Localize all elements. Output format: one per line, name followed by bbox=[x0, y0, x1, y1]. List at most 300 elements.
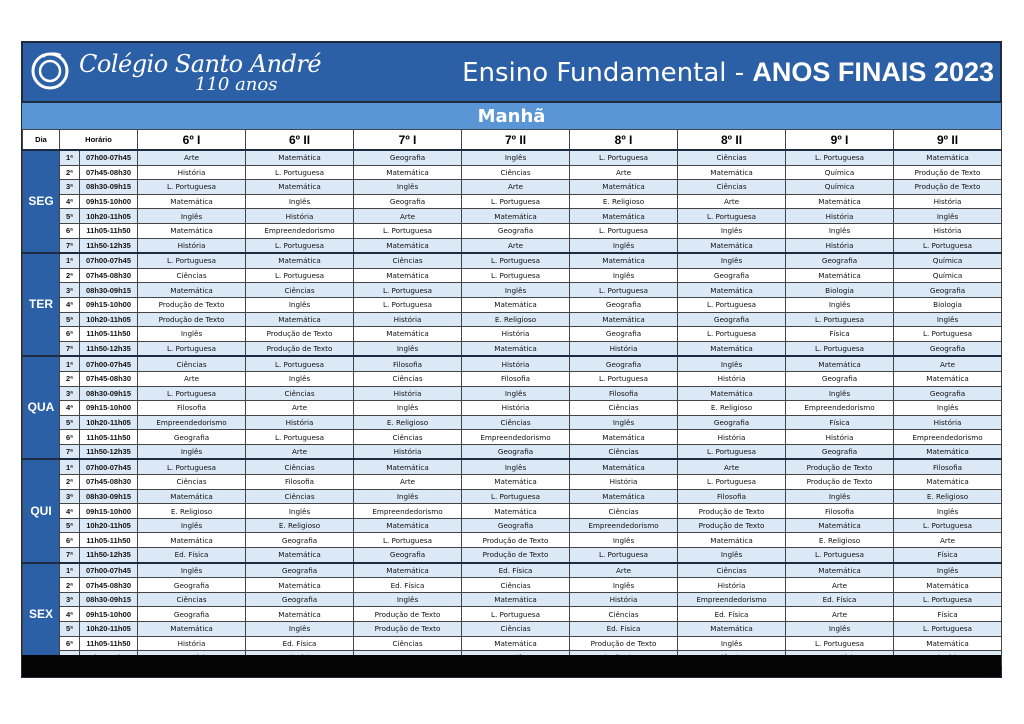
subject-cell: Geografia bbox=[138, 430, 246, 445]
subject-cell: Matemática bbox=[138, 622, 246, 637]
subject-cell: Inglês bbox=[246, 297, 354, 312]
subject-cell: História bbox=[462, 401, 570, 416]
subject-cell: L. Portuguesa bbox=[570, 150, 678, 165]
subject-cell: L. Portuguesa bbox=[570, 548, 678, 563]
table-row bbox=[23, 622, 1002, 637]
subject-cell: L. Portuguesa bbox=[354, 283, 462, 298]
subject-cell: Matemática bbox=[138, 194, 246, 209]
day-label: TER bbox=[23, 253, 60, 356]
subject-cell: Física bbox=[894, 548, 1002, 563]
subject-cell: Filosofia bbox=[138, 401, 246, 416]
subject-cell: Arte bbox=[138, 371, 246, 386]
subject-cell: Matemática bbox=[246, 578, 354, 593]
subject-cell: L. Portuguesa bbox=[894, 238, 1002, 253]
subject-cell: Geografia bbox=[354, 150, 462, 165]
subject-cell: Matemática bbox=[678, 283, 786, 298]
subject-cell: Ciências bbox=[570, 504, 678, 519]
subject-cell: Arte bbox=[462, 238, 570, 253]
subject-cell: História bbox=[462, 356, 570, 371]
period-time: 07h45-08h30 bbox=[80, 475, 138, 490]
subject-cell: Ciências bbox=[246, 459, 354, 474]
period-time: 08h30-09h15 bbox=[80, 283, 138, 298]
subject-cell: Matemática bbox=[246, 253, 354, 268]
subject-cell: Ed. Física bbox=[354, 578, 462, 593]
day-label: QUA bbox=[23, 356, 60, 459]
period-time: 11h05-11h50 bbox=[80, 533, 138, 548]
period-time: 09h15-10h00 bbox=[80, 504, 138, 519]
subject-cell: Empreendedorismo bbox=[354, 504, 462, 519]
subject-cell: Empreendedorismo bbox=[462, 430, 570, 445]
table-row bbox=[23, 518, 1002, 533]
subject-cell: Geografia bbox=[786, 371, 894, 386]
subject-cell: Geografia bbox=[786, 444, 894, 459]
period-time: 07h45-08h30 bbox=[80, 165, 138, 180]
subject-cell: Matemática bbox=[894, 150, 1002, 165]
column-header-class: 6º I bbox=[138, 130, 246, 151]
subject-cell: Matemática bbox=[462, 592, 570, 607]
subject-cell: Ciências bbox=[570, 444, 678, 459]
period-number: 7ª bbox=[60, 548, 80, 563]
period-time: 07h00-07h45 bbox=[80, 356, 138, 371]
timetable-body bbox=[23, 150, 1002, 665]
subject-cell: Química bbox=[786, 165, 894, 180]
subject-cell: Geografia bbox=[678, 415, 786, 430]
subject-cell: E. Religioso bbox=[462, 312, 570, 327]
subject-cell: Matemática bbox=[246, 312, 354, 327]
table-row bbox=[23, 327, 1002, 342]
table-row bbox=[23, 563, 1002, 578]
subject-cell: Ciências bbox=[354, 371, 462, 386]
subject-cell: Matemática bbox=[678, 341, 786, 356]
subject-cell: História bbox=[246, 415, 354, 430]
subject-cell: L. Portuguesa bbox=[462, 253, 570, 268]
subject-cell: L. Portuguesa bbox=[678, 444, 786, 459]
subject-cell: Ciências bbox=[138, 268, 246, 283]
subject-cell: Geografia bbox=[246, 563, 354, 578]
subject-cell: Geografia bbox=[246, 592, 354, 607]
table-row bbox=[23, 415, 1002, 430]
page-title bbox=[462, 57, 994, 88]
subject-cell: Inglês bbox=[246, 194, 354, 209]
subject-cell: Matemática bbox=[246, 548, 354, 563]
table-row bbox=[23, 548, 1002, 563]
header-banner bbox=[22, 42, 1001, 102]
subject-cell: Matemática bbox=[138, 533, 246, 548]
subject-cell: Arte bbox=[894, 356, 1002, 371]
subject-cell: Inglês bbox=[354, 489, 462, 504]
subject-cell: L. Portuguesa bbox=[678, 475, 786, 490]
period-number: 6ª bbox=[60, 533, 80, 548]
period-time: 11h50-12h35 bbox=[80, 444, 138, 459]
subject-cell: Inglês bbox=[894, 209, 1002, 224]
subject-cell: Ciências bbox=[570, 401, 678, 416]
period-number: 1ª bbox=[60, 356, 80, 371]
subject-cell: Matemática bbox=[894, 444, 1002, 459]
period-time: 07h00-07h45 bbox=[80, 563, 138, 578]
subject-cell: Arte bbox=[246, 401, 354, 416]
subject-cell: Empreendedorismo bbox=[570, 518, 678, 533]
subject-cell: L. Portuguesa bbox=[570, 283, 678, 298]
column-header-class: 7º II bbox=[462, 130, 570, 151]
period-number: 2ª bbox=[60, 165, 80, 180]
subject-cell: Matemática bbox=[462, 209, 570, 224]
subject-cell: Geografia bbox=[894, 341, 1002, 356]
subject-cell: Química bbox=[786, 180, 894, 195]
table-row bbox=[23, 592, 1002, 607]
subject-cell: Arte bbox=[786, 607, 894, 622]
subject-cell: Inglês bbox=[138, 563, 246, 578]
subject-cell: Inglês bbox=[462, 283, 570, 298]
period-number: 5ª bbox=[60, 312, 80, 327]
subject-cell: Geografia bbox=[246, 533, 354, 548]
subject-cell: História bbox=[678, 578, 786, 593]
subject-cell: História bbox=[246, 209, 354, 224]
period-number: 1ª bbox=[60, 459, 80, 474]
column-header-class: 8º II bbox=[678, 130, 786, 151]
subject-cell: Química bbox=[894, 253, 1002, 268]
period-number: 5ª bbox=[60, 209, 80, 224]
subject-cell: E. Religioso bbox=[138, 504, 246, 519]
subject-cell: L. Portuguesa bbox=[786, 150, 894, 165]
footer-bar bbox=[22, 655, 1001, 677]
subject-cell: Matemática bbox=[354, 165, 462, 180]
column-header-time: Horário bbox=[60, 130, 138, 151]
subject-cell: Geografia bbox=[138, 607, 246, 622]
subject-cell: Ciências bbox=[138, 356, 246, 371]
subject-cell: Inglês bbox=[570, 578, 678, 593]
subject-cell: Inglês bbox=[354, 180, 462, 195]
subject-cell: Matemática bbox=[246, 607, 354, 622]
column-header-class: 9º II bbox=[894, 130, 1002, 151]
subject-cell: Inglês bbox=[678, 223, 786, 238]
subject-cell: Filosofia bbox=[246, 475, 354, 490]
subject-cell: Filosofia bbox=[354, 356, 462, 371]
subject-cell: E. Religioso bbox=[678, 401, 786, 416]
subject-cell: Geografia bbox=[570, 327, 678, 342]
period-number: 1ª bbox=[60, 150, 80, 165]
subject-cell: Geografia bbox=[786, 253, 894, 268]
subject-cell: Empreendedorismo bbox=[894, 430, 1002, 445]
subject-cell: L. Portuguesa bbox=[246, 430, 354, 445]
subject-cell: Inglês bbox=[138, 209, 246, 224]
subject-cell: Ciências bbox=[354, 636, 462, 651]
subject-cell: Matemática bbox=[894, 636, 1002, 651]
subject-cell: L. Portuguesa bbox=[246, 238, 354, 253]
subject-cell: Arte bbox=[462, 180, 570, 195]
subject-cell: Filosofia bbox=[894, 459, 1002, 474]
subject-cell: Empreendedorismo bbox=[246, 223, 354, 238]
subject-cell: Matemática bbox=[462, 341, 570, 356]
subject-cell: Produção de Texto bbox=[462, 548, 570, 563]
subject-cell: Inglês bbox=[462, 386, 570, 401]
table-row bbox=[23, 578, 1002, 593]
subject-cell: L. Portuguesa bbox=[462, 607, 570, 622]
subject-cell: Inglês bbox=[678, 548, 786, 563]
period-time: 10h20-11h05 bbox=[80, 622, 138, 637]
subject-cell: Matemática bbox=[138, 489, 246, 504]
subject-cell: Ciências bbox=[246, 386, 354, 401]
subject-cell: Produção de Texto bbox=[786, 459, 894, 474]
subject-cell: Produção de Texto bbox=[354, 607, 462, 622]
period-number: 7ª bbox=[60, 444, 80, 459]
subject-cell: Filosofia bbox=[570, 386, 678, 401]
subject-cell: L. Portuguesa bbox=[138, 180, 246, 195]
subject-cell: Matemática bbox=[570, 253, 678, 268]
period-time: 08h30-09h15 bbox=[80, 180, 138, 195]
subject-cell: Inglês bbox=[246, 622, 354, 637]
subject-cell: História bbox=[354, 386, 462, 401]
period-time: 11h05-11h50 bbox=[80, 636, 138, 651]
subject-cell: Matemática bbox=[354, 327, 462, 342]
period-time: 07h45-08h30 bbox=[80, 371, 138, 386]
subject-cell: L. Portuguesa bbox=[786, 341, 894, 356]
subject-cell: Arte bbox=[246, 444, 354, 459]
period-number: 5ª bbox=[60, 518, 80, 533]
subject-cell: Produção de Texto bbox=[678, 518, 786, 533]
subject-cell: Arte bbox=[138, 150, 246, 165]
period-time: 08h30-09h15 bbox=[80, 592, 138, 607]
period-number: 3ª bbox=[60, 592, 80, 607]
subject-cell: Inglês bbox=[570, 268, 678, 283]
period-number: 2ª bbox=[60, 371, 80, 386]
subject-cell: Filosofia bbox=[678, 489, 786, 504]
day-label: QUI bbox=[23, 459, 60, 562]
column-header-class: 9º I bbox=[786, 130, 894, 151]
table-row bbox=[23, 223, 1002, 238]
subject-cell: Inglês bbox=[894, 504, 1002, 519]
subject-cell: Matemática bbox=[786, 194, 894, 209]
shift-label: Manhã bbox=[22, 102, 1001, 129]
subject-cell: Arte bbox=[894, 533, 1002, 548]
subject-cell: Arte bbox=[786, 578, 894, 593]
subject-cell: Inglês bbox=[786, 297, 894, 312]
period-number: 5ª bbox=[60, 415, 80, 430]
period-time: 10h20-11h05 bbox=[80, 415, 138, 430]
column-header-class: 6º II bbox=[246, 130, 354, 151]
table-row bbox=[23, 150, 1002, 165]
subject-cell: Ciências bbox=[246, 283, 354, 298]
subject-cell: Ciências bbox=[462, 415, 570, 430]
subject-cell: Inglês bbox=[570, 238, 678, 253]
subject-cell: Geografia bbox=[354, 548, 462, 563]
subject-cell: Inglês bbox=[786, 386, 894, 401]
subject-cell: L. Portuguesa bbox=[894, 518, 1002, 533]
period-time: 11h50-12h35 bbox=[80, 341, 138, 356]
subject-cell: Produção de Texto bbox=[678, 504, 786, 519]
subject-cell: L. Portuguesa bbox=[894, 622, 1002, 637]
subject-cell: Inglês bbox=[138, 444, 246, 459]
timetable bbox=[22, 129, 1002, 666]
subject-cell: Ed. Física bbox=[678, 607, 786, 622]
table-row bbox=[23, 489, 1002, 504]
subject-cell: L. Portuguesa bbox=[354, 297, 462, 312]
table-row bbox=[23, 607, 1002, 622]
subject-cell: Matemática bbox=[570, 312, 678, 327]
subject-cell: L. Portuguesa bbox=[678, 327, 786, 342]
subject-cell: Matemática bbox=[246, 150, 354, 165]
subject-cell: Arte bbox=[570, 563, 678, 578]
subject-cell: História bbox=[354, 444, 462, 459]
period-number: 5ª bbox=[60, 622, 80, 637]
subject-cell: Ciências bbox=[138, 592, 246, 607]
subject-cell: Matemática bbox=[786, 518, 894, 533]
subject-cell: L. Portuguesa bbox=[894, 327, 1002, 342]
subject-cell: Produção de Texto bbox=[354, 622, 462, 637]
subject-cell: L. Portuguesa bbox=[246, 165, 354, 180]
subject-cell: Ciências bbox=[462, 622, 570, 637]
subject-cell: Geografia bbox=[354, 194, 462, 209]
period-time: 09h15-10h00 bbox=[80, 297, 138, 312]
subject-cell: Ciências bbox=[678, 150, 786, 165]
subject-cell: L. Portuguesa bbox=[138, 341, 246, 356]
subject-cell: L. Portuguesa bbox=[570, 371, 678, 386]
period-number: 7ª bbox=[60, 238, 80, 253]
subject-cell: Física bbox=[894, 607, 1002, 622]
subject-cell: Inglês bbox=[678, 356, 786, 371]
subject-cell: L. Portuguesa bbox=[354, 533, 462, 548]
subject-cell: Inglês bbox=[894, 312, 1002, 327]
subject-cell: Matemática bbox=[570, 209, 678, 224]
table-row bbox=[23, 312, 1002, 327]
table-row bbox=[23, 180, 1002, 195]
period-number: 6ª bbox=[60, 223, 80, 238]
subject-cell: História bbox=[354, 312, 462, 327]
subject-cell: E. Religioso bbox=[570, 194, 678, 209]
subject-cell: Matemática bbox=[894, 578, 1002, 593]
subject-cell: Matemática bbox=[786, 563, 894, 578]
subject-cell: História bbox=[138, 636, 246, 651]
subject-cell: Matemática bbox=[138, 283, 246, 298]
subject-cell: Inglês bbox=[678, 636, 786, 651]
subject-cell: Arte bbox=[678, 194, 786, 209]
period-time: 09h15-10h00 bbox=[80, 607, 138, 622]
subject-cell: Matemática bbox=[570, 459, 678, 474]
subject-cell: História bbox=[138, 238, 246, 253]
subject-cell: Ciências bbox=[246, 489, 354, 504]
anniversary-label: 110 anos bbox=[195, 74, 278, 95]
subject-cell: E. Religioso bbox=[354, 415, 462, 430]
table-row bbox=[23, 165, 1002, 180]
table-row bbox=[23, 636, 1002, 651]
subject-cell: L. Portuguesa bbox=[138, 253, 246, 268]
subject-cell: Matemática bbox=[894, 475, 1002, 490]
period-time: 11h05-11h50 bbox=[80, 223, 138, 238]
table-row bbox=[23, 253, 1002, 268]
subject-cell: Produção de Texto bbox=[138, 297, 246, 312]
subject-cell: História bbox=[786, 238, 894, 253]
subject-cell: Inglês bbox=[354, 592, 462, 607]
subject-cell: L. Portuguesa bbox=[138, 459, 246, 474]
subject-cell: Ed. Física bbox=[786, 592, 894, 607]
subject-cell: Ed. Física bbox=[138, 548, 246, 563]
period-time: 11h50-12h35 bbox=[80, 238, 138, 253]
period-time: 07h00-07h45 bbox=[80, 253, 138, 268]
subject-cell: L. Portuguesa bbox=[246, 356, 354, 371]
day-label: SEG bbox=[23, 150, 60, 253]
period-time: 08h30-09h15 bbox=[80, 386, 138, 401]
period-time: 08h30-09h15 bbox=[80, 489, 138, 504]
subject-cell: Geografia bbox=[462, 223, 570, 238]
subject-cell: Empreendedorismo bbox=[678, 592, 786, 607]
subject-cell: Matemática bbox=[354, 518, 462, 533]
period-number: 3ª bbox=[60, 283, 80, 298]
subject-cell: Ciências bbox=[678, 180, 786, 195]
table-row bbox=[23, 504, 1002, 519]
subject-cell: Produção de Texto bbox=[894, 180, 1002, 195]
table-row bbox=[23, 268, 1002, 283]
period-time: 11h50-12h35 bbox=[80, 548, 138, 563]
subject-cell: Matemática bbox=[570, 489, 678, 504]
subject-cell: Produção de Texto bbox=[570, 636, 678, 651]
subject-cell: Matemática bbox=[570, 180, 678, 195]
table-row bbox=[23, 297, 1002, 312]
subject-cell: Matemática bbox=[462, 636, 570, 651]
period-number: 3ª bbox=[60, 180, 80, 195]
subject-cell: Ciências bbox=[354, 430, 462, 445]
school-name: Colégio Santo André bbox=[79, 50, 322, 78]
subject-cell: Ed. Física bbox=[462, 563, 570, 578]
subject-cell: Matemática bbox=[246, 180, 354, 195]
subject-cell: Inglês bbox=[786, 223, 894, 238]
subject-cell: Ed. Física bbox=[570, 622, 678, 637]
subject-cell: L. Portuguesa bbox=[138, 386, 246, 401]
subject-cell: L. Portuguesa bbox=[462, 268, 570, 283]
subject-cell: Ciências bbox=[138, 475, 246, 490]
subject-cell: Matemática bbox=[354, 268, 462, 283]
subject-cell: Inglês bbox=[786, 622, 894, 637]
subject-cell: Matemática bbox=[138, 223, 246, 238]
subject-cell: Inglês bbox=[462, 459, 570, 474]
table-row bbox=[23, 533, 1002, 548]
period-number: 4ª bbox=[60, 401, 80, 416]
table-row bbox=[23, 430, 1002, 445]
table-row bbox=[23, 475, 1002, 490]
subject-cell: Inglês bbox=[678, 253, 786, 268]
period-number: 6ª bbox=[60, 636, 80, 651]
subject-cell: Ciências bbox=[678, 563, 786, 578]
period-number: 2ª bbox=[60, 268, 80, 283]
period-time: 10h20-11h05 bbox=[80, 312, 138, 327]
table-row bbox=[23, 401, 1002, 416]
period-time: 11h05-11h50 bbox=[80, 430, 138, 445]
subject-cell: Matemática bbox=[462, 475, 570, 490]
subject-cell: Física bbox=[786, 327, 894, 342]
subject-cell: Matemática bbox=[354, 563, 462, 578]
subject-cell: Inglês bbox=[570, 415, 678, 430]
subject-cell: Inglês bbox=[786, 489, 894, 504]
subject-cell: Geografia bbox=[894, 386, 1002, 401]
table-row bbox=[23, 356, 1002, 371]
period-number: 2ª bbox=[60, 578, 80, 593]
subject-cell: Matemática bbox=[570, 430, 678, 445]
subject-cell: Inglês bbox=[138, 518, 246, 533]
subject-cell: Ciências bbox=[570, 607, 678, 622]
subject-cell: Geografia bbox=[570, 297, 678, 312]
subject-cell: História bbox=[678, 371, 786, 386]
subject-cell: Geografia bbox=[678, 312, 786, 327]
period-number: 4ª bbox=[60, 607, 80, 622]
subject-cell: História bbox=[570, 475, 678, 490]
schedule-document bbox=[22, 42, 1001, 677]
period-number: 3ª bbox=[60, 489, 80, 504]
subject-cell: Inglês bbox=[246, 371, 354, 386]
subject-cell: História bbox=[894, 223, 1002, 238]
subject-cell: Empreendedorismo bbox=[786, 401, 894, 416]
subject-cell: Inglês bbox=[246, 504, 354, 519]
subject-cell: Química bbox=[894, 268, 1002, 283]
subject-cell: Produção de Texto bbox=[894, 165, 1002, 180]
subject-cell: Matemática bbox=[462, 504, 570, 519]
